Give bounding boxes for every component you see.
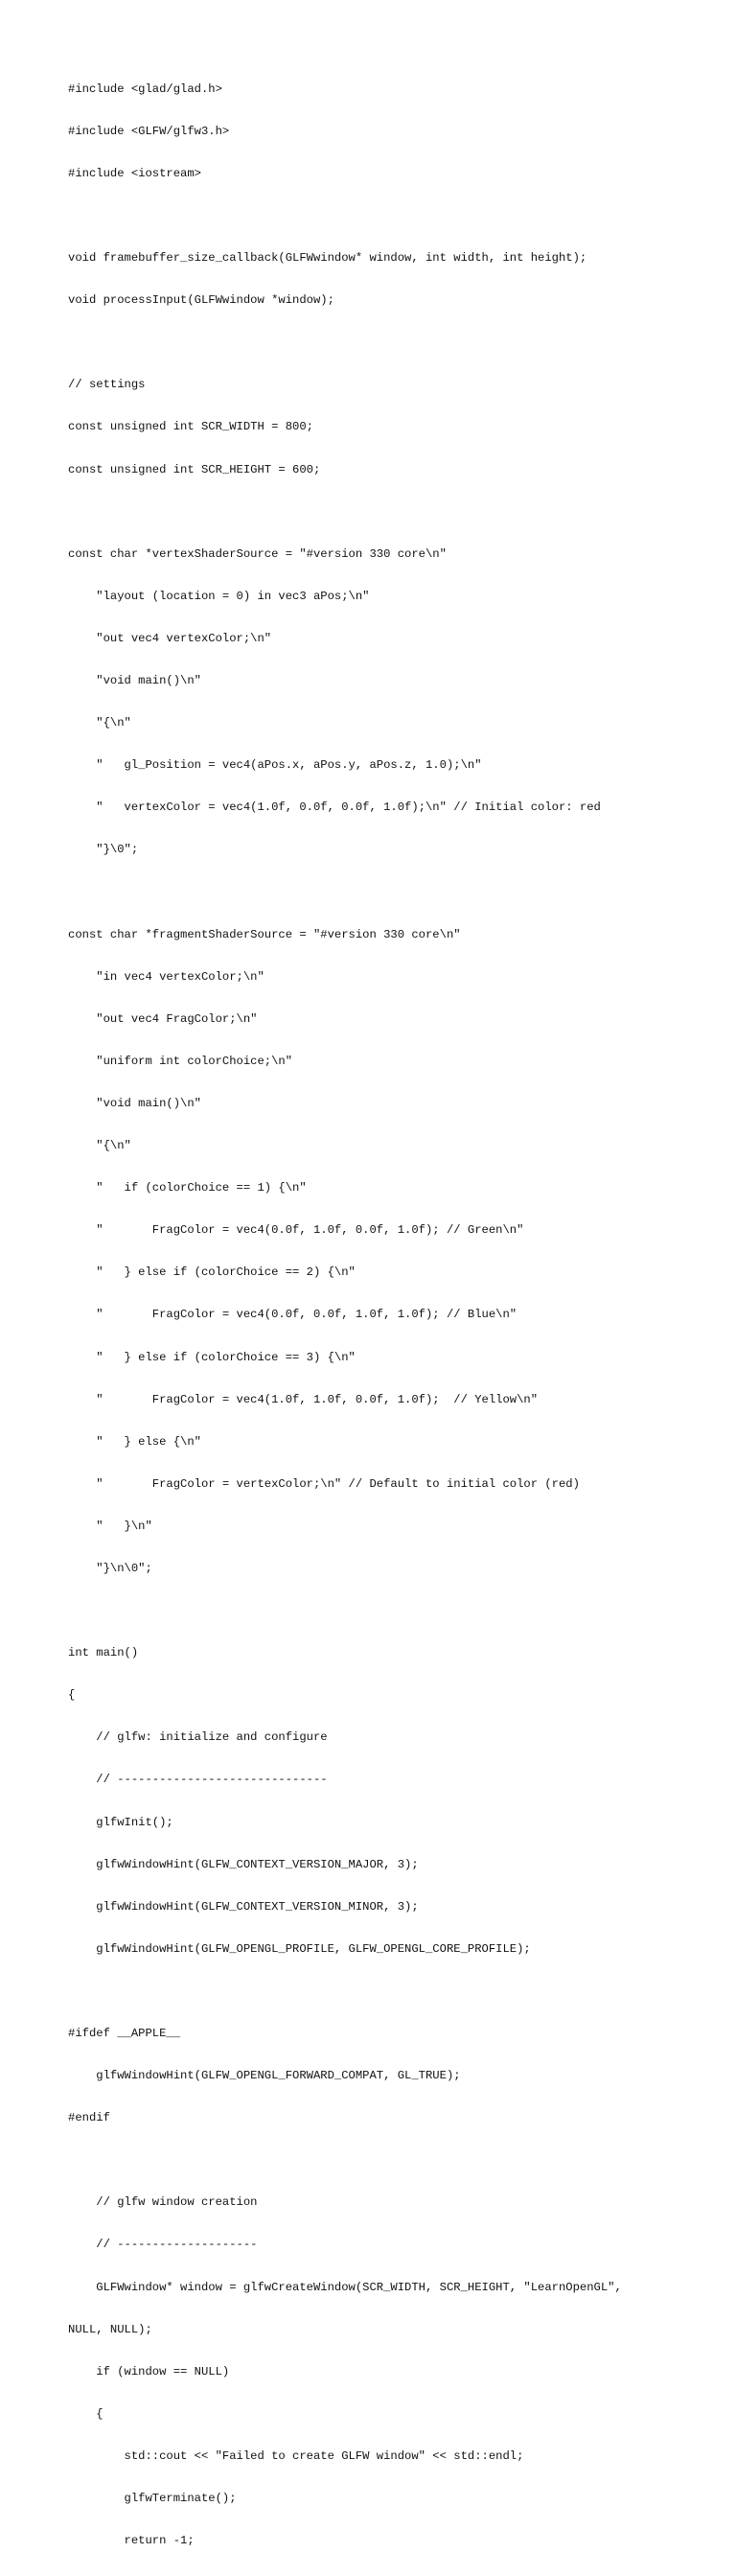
code-line: GLFWwindow* window = glfwCreateWindow(SCR_WIDTH, SCR_HEIGHT, "LearnOpenGL", xyxy=(68,2280,622,2294)
code-line: " } else if (colorChoice == 2) {\n" xyxy=(68,1265,356,1280)
code-line: "{\n" xyxy=(68,716,131,731)
code-line: glfwWindowHint(GLFW_CONTEXT_VERSION_MAJOR, 3); xyxy=(68,1857,419,1871)
code-line: "}\n\0"; xyxy=(68,1561,152,1575)
code-line: glfwWindowHint(GLFW_CONTEXT_VERSION_MINOR, 3); xyxy=(68,1899,419,1914)
code-line: { xyxy=(68,2406,104,2421)
code-line: " } else if (colorChoice == 3) {\n" xyxy=(68,1350,356,1364)
code-line: #include <iostream> xyxy=(68,166,201,180)
code-line: " FragColor = vec4(0.0f, 1.0f, 0.0f, 1.0f); // Green\n" xyxy=(68,1223,524,1238)
code-line xyxy=(68,1984,701,1999)
code-line: void processInput(GLFWwindow *window); xyxy=(68,293,334,308)
code-line: // glfw: initialize and configure xyxy=(68,1730,328,1745)
code-line: #include <GLFW/glfw3.h> xyxy=(68,124,230,138)
code-line: void framebuffer_size_callback(GLFWwindow* window, int width, int height); xyxy=(68,251,587,266)
code-line: int main() xyxy=(68,1646,139,1660)
code-line: "uniform int colorChoice;\n" xyxy=(68,1054,293,1068)
code-line: glfwWindowHint(GLFW_OPENGL_FORWARD_COMPAT, GL_TRUE); xyxy=(68,2069,461,2083)
code-line: " } else {\n" xyxy=(68,1434,201,1449)
code-line: glfwTerminate(); xyxy=(68,2492,237,2506)
code-line: "out vec4 FragColor;\n" xyxy=(68,1011,258,1026)
code-line: "void main()\n" xyxy=(68,674,201,688)
code-listing xyxy=(68,68,701,2576)
code-line: #endif xyxy=(68,2111,110,2125)
code-line: glfwWindowHint(GLFW_OPENGL_PROFILE, GLFW_OPENGL_CORE_PROFILE); xyxy=(68,1941,531,1956)
code-line: " FragColor = vertexColor;\n" // Default to initial color (red) xyxy=(68,1476,580,1491)
code-line xyxy=(68,209,701,223)
code-line: "}\0"; xyxy=(68,843,139,857)
code-line xyxy=(68,885,701,899)
code-line: "in vec4 vertexColor;\n" xyxy=(68,969,264,984)
code-line: // settings xyxy=(68,378,146,392)
code-line xyxy=(68,336,701,350)
code-line: std::cout << "Failed to create GLFW window" << std::endl; xyxy=(68,2448,524,2463)
code-line: " FragColor = vec4(1.0f, 1.0f, 0.0f, 1.0f); // Yellow\n" xyxy=(68,1392,539,1406)
code-line: // -------------------- xyxy=(68,2238,258,2252)
code-line: " FragColor = vec4(0.0f, 0.0f, 1.0f, 1.0f); // Blue\n" xyxy=(68,1308,518,1322)
code-line: "out vec4 vertexColor;\n" xyxy=(68,631,272,645)
code-line: const unsigned int SCR_HEIGHT = 600; xyxy=(68,462,321,476)
code-line: // ------------------------------ xyxy=(68,1773,328,1787)
code-line xyxy=(68,505,701,520)
code-line: "layout (location = 0) in vec3 aPos;\n" xyxy=(68,589,370,603)
code-line: #include <glad/glad.h> xyxy=(68,81,222,96)
code-line: " gl_Position = vec4(aPos.x, aPos.y, aPos.z, 1.0);\n" xyxy=(68,758,482,773)
code-line: const char *vertexShaderSource = "#version 330 core\n" xyxy=(68,546,447,561)
code-line: " if (colorChoice == 1) {\n" xyxy=(68,1181,307,1195)
code-line: NULL, NULL); xyxy=(68,2322,152,2336)
code-line: " }\n" xyxy=(68,1519,152,1533)
code-line xyxy=(68,1604,701,1618)
code-line: glfwInit(); xyxy=(68,1815,173,1829)
code-line xyxy=(68,2153,701,2168)
code-line: const char *fragmentShaderSource = "#version 330 core\n" xyxy=(68,927,461,941)
code-line: return -1; xyxy=(68,2534,195,2548)
code-line: const unsigned int SCR_WIDTH = 800; xyxy=(68,420,313,434)
code-line: if (window == NULL) xyxy=(68,2364,230,2379)
code-line: // glfw window creation xyxy=(68,2195,258,2210)
code-line: "{\n" xyxy=(68,1139,131,1153)
code-line: "void main()\n" xyxy=(68,1096,201,1110)
code-line: #ifdef __APPLE__ xyxy=(68,2027,181,2041)
code-line: { xyxy=(68,1688,76,1703)
code-line: " vertexColor = vec4(1.0f, 0.0f, 0.0f, 1.0f);\n" // Initial color: red xyxy=(68,801,601,815)
